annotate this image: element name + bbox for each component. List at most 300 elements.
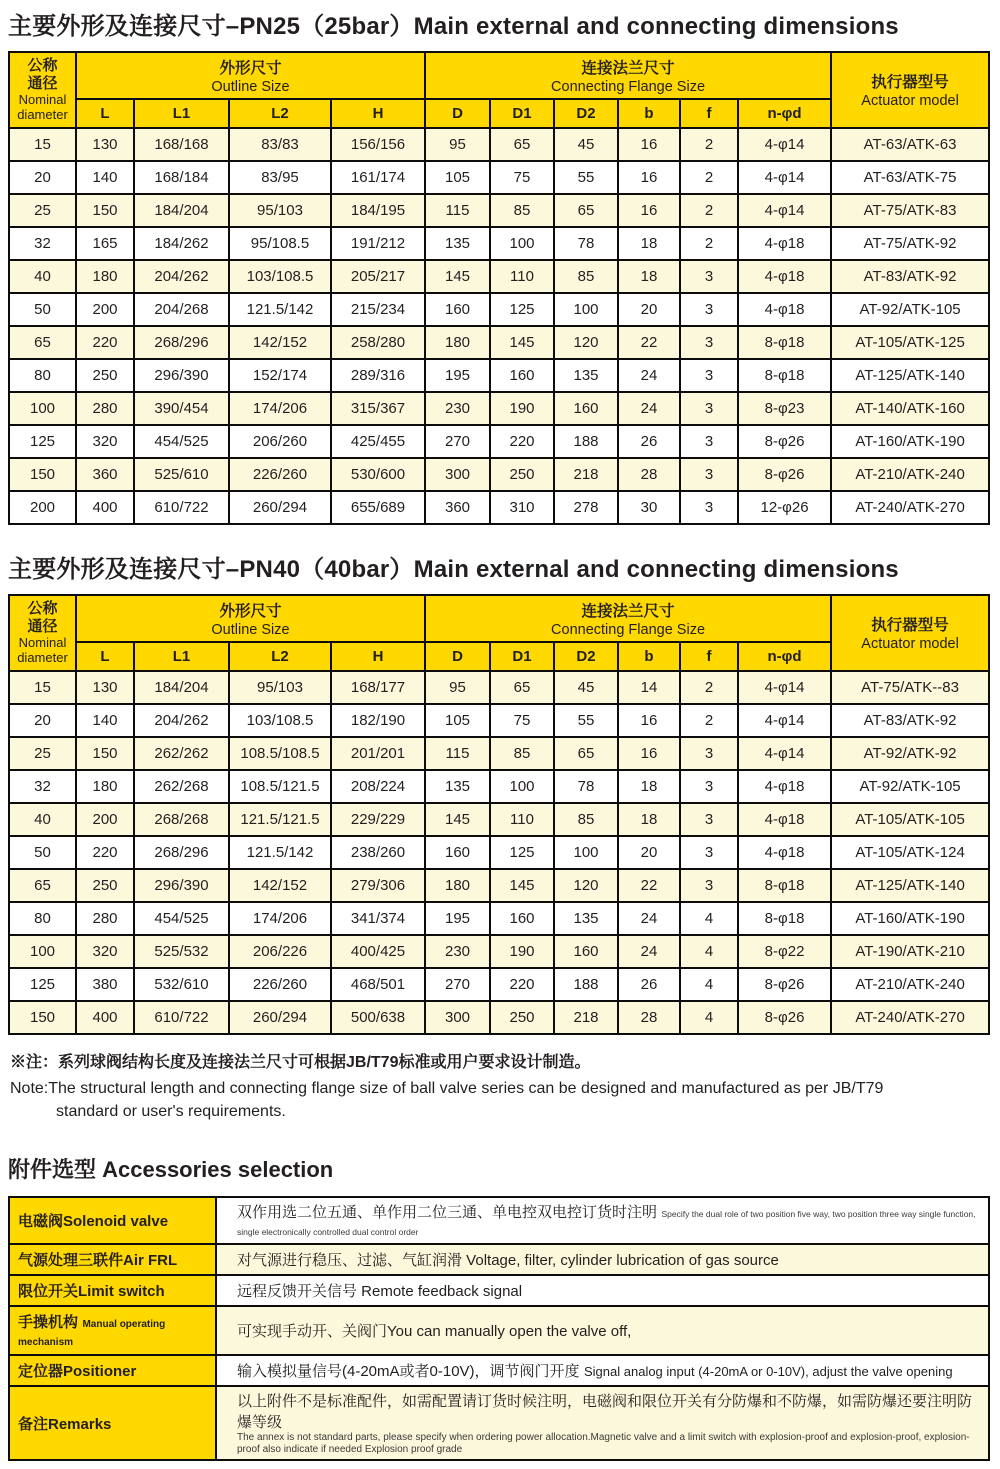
table-cell: 174/206 — [229, 902, 331, 935]
table-cell: 150 — [76, 737, 134, 770]
table-cell: 655/689 — [331, 491, 425, 524]
table-cell: 100 — [490, 770, 554, 803]
table-cell: 230 — [425, 392, 490, 425]
table-cell: 380 — [76, 968, 134, 1001]
accessory-row — [9, 1275, 989, 1306]
table-cell: 2 — [680, 161, 738, 194]
table-cell: 95 — [425, 128, 490, 161]
table-cell: 50 — [9, 836, 76, 869]
table-cell: AT-125/ATK-140 — [831, 869, 989, 902]
table-cell: 4 — [680, 902, 738, 935]
table-cell: 20 — [9, 161, 76, 194]
table-cell: 28 — [618, 1001, 680, 1034]
table-cell: 125 — [490, 293, 554, 326]
note-line-en-continued: standard or user's requirements. — [56, 1103, 286, 1121]
table-cell: 2 — [680, 704, 738, 737]
table-cell: 3 — [680, 359, 738, 392]
table-cell: 204/262 — [134, 704, 229, 737]
table-cell: 8-φ18 — [738, 902, 831, 935]
table-cell: 145 — [425, 260, 490, 293]
table-cell: 204/268 — [134, 293, 229, 326]
table-cell: 195 — [425, 902, 490, 935]
table-cell: 168/168 — [134, 128, 229, 161]
table-cell: 8-φ26 — [738, 1001, 831, 1034]
table-cell: 218 — [554, 458, 618, 491]
col-header-actuator-model: 执行器型号 Actuator model — [831, 595, 989, 671]
table-cell: 135 — [554, 359, 618, 392]
table-cell: 8-φ26 — [738, 425, 831, 458]
col-header-nd: n-φd — [738, 99, 831, 128]
table-cell: 258/280 — [331, 326, 425, 359]
table-cell: 160 — [490, 359, 554, 392]
table-cell: 4-φ18 — [738, 227, 831, 260]
table-row — [9, 803, 989, 836]
table-cell: 22 — [618, 326, 680, 359]
table-cell: 160 — [554, 935, 618, 968]
table-cell: 110 — [490, 260, 554, 293]
col-header-H: H — [331, 99, 425, 128]
accessory-row — [9, 1244, 989, 1275]
col-header-D1: D1 — [490, 642, 554, 671]
table-cell: 28 — [618, 458, 680, 491]
accessory-row — [9, 1197, 989, 1244]
table-cell: 85 — [554, 803, 618, 836]
table-cell: 4 — [680, 1001, 738, 1034]
table-cell: 80 — [9, 902, 76, 935]
table-cell: 160 — [425, 836, 490, 869]
table-row — [9, 425, 989, 458]
table-cell: 103/108.5 — [229, 260, 331, 293]
table-cell: 8-φ26 — [738, 968, 831, 1001]
table-cell: 65 — [9, 326, 76, 359]
table-cell: 18 — [618, 770, 680, 803]
table-cell: 500/638 — [331, 1001, 425, 1034]
col-header-nominal-diameter: 公称 通径 Nominal diameter — [9, 52, 76, 128]
table-row — [9, 392, 989, 425]
table-cell: 220 — [76, 836, 134, 869]
col-header-D: D — [425, 99, 490, 128]
table-cell: AT-160/ATK-190 — [831, 902, 989, 935]
accessory-row — [9, 1355, 989, 1386]
table-cell: 65 — [490, 671, 554, 704]
table-cell: 220 — [76, 326, 134, 359]
table-cell: 260/294 — [229, 491, 331, 524]
table-cell: 4-φ14 — [738, 671, 831, 704]
table-cell: 226/260 — [229, 968, 331, 1001]
table-cell: AT-63/ATK-75 — [831, 161, 989, 194]
table-row — [9, 260, 989, 293]
table-cell: 108.5/121.5 — [229, 770, 331, 803]
table-cell: 16 — [618, 128, 680, 161]
table-cell: 320 — [76, 425, 134, 458]
table-cell: 135 — [554, 902, 618, 935]
pn25-dimensions-table — [8, 51, 990, 525]
table-cell: 4-φ18 — [738, 770, 831, 803]
accessory-label: 手操机构 Manual operating mechanism — [9, 1306, 216, 1355]
accessory-row — [9, 1386, 989, 1460]
table-cell: 201/201 — [331, 737, 425, 770]
accessory-label: 定位器Positioner — [9, 1355, 216, 1386]
table-cell: 2 — [680, 194, 738, 227]
table-cell: 3 — [680, 260, 738, 293]
table-cell: 195 — [425, 359, 490, 392]
table-cell: 3 — [680, 869, 738, 902]
table-cell: AT-83/ATK-92 — [831, 260, 989, 293]
table-cell: 80 — [9, 359, 76, 392]
accessory-label: 备注Remarks — [9, 1386, 216, 1460]
table-cell: AT-190/ATK-210 — [831, 935, 989, 968]
table-row — [9, 128, 989, 161]
table-cell: 8-φ22 — [738, 935, 831, 968]
table-cell: 15 — [9, 128, 76, 161]
col-header-D: D — [425, 642, 490, 671]
table-row — [9, 491, 989, 524]
table-row — [9, 869, 989, 902]
table-cell: 125 — [9, 968, 76, 1001]
table-cell: 200 — [76, 293, 134, 326]
table-cell: 270 — [425, 425, 490, 458]
table-cell: 16 — [618, 194, 680, 227]
col-header-L2: L2 — [229, 99, 331, 128]
table-cell: 278 — [554, 491, 618, 524]
table-cell: AT-92/ATK-92 — [831, 737, 989, 770]
table-cell: AT-92/ATK-105 — [831, 770, 989, 803]
table-row — [9, 359, 989, 392]
table-cell: AT-140/ATK-160 — [831, 392, 989, 425]
table-cell: 160 — [490, 902, 554, 935]
table-cell: 145 — [490, 326, 554, 359]
table-cell: 289/316 — [331, 359, 425, 392]
table-cell: 229/229 — [331, 803, 425, 836]
table-cell: 168/184 — [134, 161, 229, 194]
table-cell: 95/103 — [229, 671, 331, 704]
table-cell: 300 — [425, 1001, 490, 1034]
table-row — [9, 227, 989, 260]
col-header-nd: n-φd — [738, 642, 831, 671]
table-cell: 610/722 — [134, 1001, 229, 1034]
table-cell: 200 — [76, 803, 134, 836]
table-row — [9, 836, 989, 869]
table-cell: 206/226 — [229, 935, 331, 968]
table-cell: 85 — [490, 194, 554, 227]
table-cell: 18 — [618, 803, 680, 836]
table-cell: 105 — [425, 161, 490, 194]
table-cell: 238/260 — [331, 836, 425, 869]
table-cell: 65 — [9, 869, 76, 902]
table-cell: 135 — [425, 770, 490, 803]
table-cell: 525/610 — [134, 458, 229, 491]
table-cell: AT-160/ATK-190 — [831, 425, 989, 458]
table-cell: 125 — [9, 425, 76, 458]
table-cell: 454/525 — [134, 425, 229, 458]
col-header-actuator-model: 执行器型号 Actuator model — [831, 52, 989, 128]
table-cell: 12-φ26 — [738, 491, 831, 524]
table-cell: 125 — [490, 836, 554, 869]
table-cell: 100 — [554, 293, 618, 326]
table-cell: 320 — [76, 935, 134, 968]
table-cell: 30 — [618, 491, 680, 524]
table-row — [9, 194, 989, 227]
table-cell: 83/95 — [229, 161, 331, 194]
table-cell: 532/610 — [134, 968, 229, 1001]
table-cell: 3 — [680, 491, 738, 524]
table-cell: 220 — [490, 425, 554, 458]
col-group-outline-size: 外形尺寸 Outline Size — [76, 52, 425, 99]
col-header-b: b — [618, 99, 680, 128]
table-cell: 22 — [618, 869, 680, 902]
table-cell: 262/268 — [134, 770, 229, 803]
table-cell: 26 — [618, 968, 680, 1001]
table-row — [9, 902, 989, 935]
table-cell: 3 — [680, 425, 738, 458]
pn25-section-title: 主要外形及连接尺寸–PN25（25bar）Main external and connecting dimensions — [8, 13, 899, 40]
accessory-label: 气源处理三联件Air FRL — [9, 1244, 216, 1275]
table-cell: 3 — [680, 803, 738, 836]
table-cell: 268/268 — [134, 803, 229, 836]
table-cell: 85 — [554, 260, 618, 293]
table-cell: 3 — [680, 770, 738, 803]
table-cell: 142/152 — [229, 869, 331, 902]
table-row — [9, 1001, 989, 1034]
col-header-L: L — [76, 99, 134, 128]
table-cell: 300 — [425, 458, 490, 491]
table-cell: 2 — [680, 227, 738, 260]
table-row — [9, 704, 989, 737]
table-cell: 215/234 — [331, 293, 425, 326]
pn25-dimensions-table — [8, 51, 990, 525]
col-group-connecting-flange-size: 连接法兰尺寸 Connecting Flange Size — [425, 52, 831, 99]
table-cell: 174/206 — [229, 392, 331, 425]
table-cell: 40 — [9, 260, 76, 293]
table-cell: 454/525 — [134, 902, 229, 935]
table-cell: 315/367 — [331, 392, 425, 425]
table-row — [9, 326, 989, 359]
table-cell: 180 — [425, 869, 490, 902]
table-cell: AT-75/ATK--83 — [831, 671, 989, 704]
table-cell: 270 — [425, 968, 490, 1001]
table-cell: 24 — [618, 392, 680, 425]
table-cell: 8-φ23 — [738, 392, 831, 425]
table-cell: 100 — [9, 392, 76, 425]
table-cell: 250 — [76, 359, 134, 392]
col-header-H: H — [331, 642, 425, 671]
table-cell: AT-125/ATK-140 — [831, 359, 989, 392]
table-cell: 24 — [618, 902, 680, 935]
table-cell: 4-φ18 — [738, 803, 831, 836]
table-cell: 184/262 — [134, 227, 229, 260]
table-cell: 25 — [9, 194, 76, 227]
col-header-f: f — [680, 642, 738, 671]
accessories-table — [8, 1196, 990, 1461]
table-cell: 78 — [554, 227, 618, 260]
table-row — [9, 968, 989, 1001]
table-cell: 191/212 — [331, 227, 425, 260]
table-cell: 260/294 — [229, 1001, 331, 1034]
pn40-dimensions-table — [8, 594, 990, 1035]
table-cell: 83/83 — [229, 128, 331, 161]
table-cell: 4-φ18 — [738, 293, 831, 326]
table-cell: 115 — [425, 194, 490, 227]
table-cell: 45 — [554, 128, 618, 161]
table-cell: 262/262 — [134, 737, 229, 770]
table-cell: 95/108.5 — [229, 227, 331, 260]
table-row — [9, 737, 989, 770]
table-cell: AT-83/ATK-92 — [831, 704, 989, 737]
table-cell: 108.5/108.5 — [229, 737, 331, 770]
col-header-b: b — [618, 642, 680, 671]
table-cell: 400/425 — [331, 935, 425, 968]
table-cell: 341/374 — [331, 902, 425, 935]
table-cell: 18 — [618, 227, 680, 260]
table-row — [9, 161, 989, 194]
table-cell: 130 — [76, 671, 134, 704]
table-cell: 152/174 — [229, 359, 331, 392]
table-cell: 24 — [618, 935, 680, 968]
accessory-description: 可实现手动开、关阀门You can manually open the valve off, — [216, 1306, 989, 1355]
table-cell: 15 — [9, 671, 76, 704]
table-cell: 2 — [680, 671, 738, 704]
table-cell: 145 — [490, 869, 554, 902]
table-cell: 250 — [76, 869, 134, 902]
table-cell: 135 — [425, 227, 490, 260]
table-cell: 121.5/142 — [229, 836, 331, 869]
table-cell: 4 — [680, 968, 738, 1001]
table-cell: 190 — [490, 935, 554, 968]
table-cell: 120 — [554, 326, 618, 359]
table-cell: 4-φ14 — [738, 194, 831, 227]
table-cell: 180 — [425, 326, 490, 359]
table-cell: AT-105/ATK-124 — [831, 836, 989, 869]
col-header-L2: L2 — [229, 642, 331, 671]
accessory-description: 以上附件不是标准配件，如需配置请订货时候注明，电磁阀和限位开关有分防爆和不防爆，如需防爆还要注明防爆等级 The annex is not standard parts, please specify when ordering power allocation.Magnetic valve and a limit switch with explosion-proof and explosion-proof, explosion-proof also indicate if needed Explosion proof grade — [216, 1386, 989, 1460]
table-cell: 3 — [680, 293, 738, 326]
table-cell: 105 — [425, 704, 490, 737]
col-header-L1: L1 — [134, 99, 229, 128]
table-cell: 100 — [490, 227, 554, 260]
table-cell: 360 — [425, 491, 490, 524]
col-group-connecting-flange-size: 连接法兰尺寸 Connecting Flange Size — [425, 595, 831, 642]
table-cell: 115 — [425, 737, 490, 770]
accessory-row — [9, 1306, 989, 1355]
table-cell: 268/296 — [134, 326, 229, 359]
table-cell: 400 — [76, 1001, 134, 1034]
table-cell: 4-φ14 — [738, 704, 831, 737]
table-cell: 142/152 — [229, 326, 331, 359]
col-header-f: f — [680, 99, 738, 128]
table-cell: 182/190 — [331, 704, 425, 737]
table-cell: 3 — [680, 392, 738, 425]
table-cell: 75 — [490, 161, 554, 194]
table-row — [9, 770, 989, 803]
table-cell: 75 — [490, 704, 554, 737]
note-line-en: Note:The structural length and connecting flange size of ball valve series can be designed and manufactured as per JB/T79 — [10, 1080, 884, 1097]
table-cell: 65 — [490, 128, 554, 161]
table-cell: 45 — [554, 671, 618, 704]
table-cell: 16 — [618, 161, 680, 194]
col-header-D1: D1 — [490, 99, 554, 128]
accessory-label: 限位开关Limit switch — [9, 1275, 216, 1306]
table-cell: 3 — [680, 737, 738, 770]
table-cell: 184/204 — [134, 671, 229, 704]
accessory-description: 远程反馈开关信号 Remote feedback signal — [216, 1275, 989, 1306]
table-cell: 390/454 — [134, 392, 229, 425]
table-cell: 296/390 — [134, 359, 229, 392]
table-cell: 130 — [76, 128, 134, 161]
table-cell: 20 — [618, 293, 680, 326]
table-cell: 4-φ14 — [738, 128, 831, 161]
table-cell: 100 — [554, 836, 618, 869]
table-cell: 188 — [554, 968, 618, 1001]
table-cell: 25 — [9, 737, 76, 770]
table-cell: 50 — [9, 293, 76, 326]
accessory-label: 电磁阀Solenoid valve — [9, 1197, 216, 1244]
table-cell: AT-75/ATK-92 — [831, 227, 989, 260]
table-cell: 161/174 — [331, 161, 425, 194]
table-cell: AT-75/ATK-83 — [831, 194, 989, 227]
table-cell: 160 — [425, 293, 490, 326]
note-line-zh: ※注：系列球阀结构长度及连接法兰尺寸可根据JB/T79标准或用户要求设计制造。 — [10, 1054, 591, 1071]
col-header-D2: D2 — [554, 642, 618, 671]
table-cell: 160 — [554, 392, 618, 425]
table-cell: 218 — [554, 1001, 618, 1034]
table-cell: AT-240/ATK-270 — [831, 1001, 989, 1034]
table-cell: 156/156 — [331, 128, 425, 161]
table-cell: 40 — [9, 803, 76, 836]
col-header-L1: L1 — [134, 642, 229, 671]
table-cell: 16 — [618, 704, 680, 737]
table-cell: 20 — [9, 704, 76, 737]
table-cell: 14 — [618, 671, 680, 704]
notes-block — [10, 1049, 990, 1123]
table-cell: AT-240/ATK-270 — [831, 491, 989, 524]
table-cell: 2 — [680, 128, 738, 161]
table-cell: 4-φ18 — [738, 260, 831, 293]
table-cell: 360 — [76, 458, 134, 491]
table-cell: 226/260 — [229, 458, 331, 491]
table-cell: AT-210/ATK-240 — [831, 458, 989, 491]
col-header-nominal-diameter: 公称 通径 Nominal diameter — [9, 595, 76, 671]
table-cell: 121.5/142 — [229, 293, 331, 326]
table-row — [9, 935, 989, 968]
table-cell: 180 — [76, 260, 134, 293]
table-cell: 525/532 — [134, 935, 229, 968]
table-cell: 8-φ26 — [738, 458, 831, 491]
table-cell: 26 — [618, 425, 680, 458]
table-cell: 20 — [618, 836, 680, 869]
table-cell: 180 — [76, 770, 134, 803]
table-cell: 206/260 — [229, 425, 331, 458]
col-header-L: L — [76, 642, 134, 671]
accessories-title: 附件选型 Accessories selection — [8, 1157, 334, 1183]
table-cell: 4 — [680, 935, 738, 968]
table-cell: 55 — [554, 704, 618, 737]
table-cell: 24 — [618, 359, 680, 392]
table-cell: 3 — [680, 458, 738, 491]
table-cell: 8-φ18 — [738, 359, 831, 392]
table-cell: 4-φ14 — [738, 161, 831, 194]
table-cell: 8-φ18 — [738, 869, 831, 902]
table-cell: 103/108.5 — [229, 704, 331, 737]
table-cell: 32 — [9, 227, 76, 260]
table-cell: AT-105/ATK-125 — [831, 326, 989, 359]
table-cell: 95/103 — [229, 194, 331, 227]
pn40-section-title: 主要外形及连接尺寸–PN40（40bar）Main external and connecting dimensions — [8, 556, 899, 583]
table-cell: 296/390 — [134, 869, 229, 902]
table-cell: 268/296 — [134, 836, 229, 869]
table-cell: 3 — [680, 326, 738, 359]
pn40-dimensions-table — [8, 594, 990, 1035]
table-cell: 188 — [554, 425, 618, 458]
